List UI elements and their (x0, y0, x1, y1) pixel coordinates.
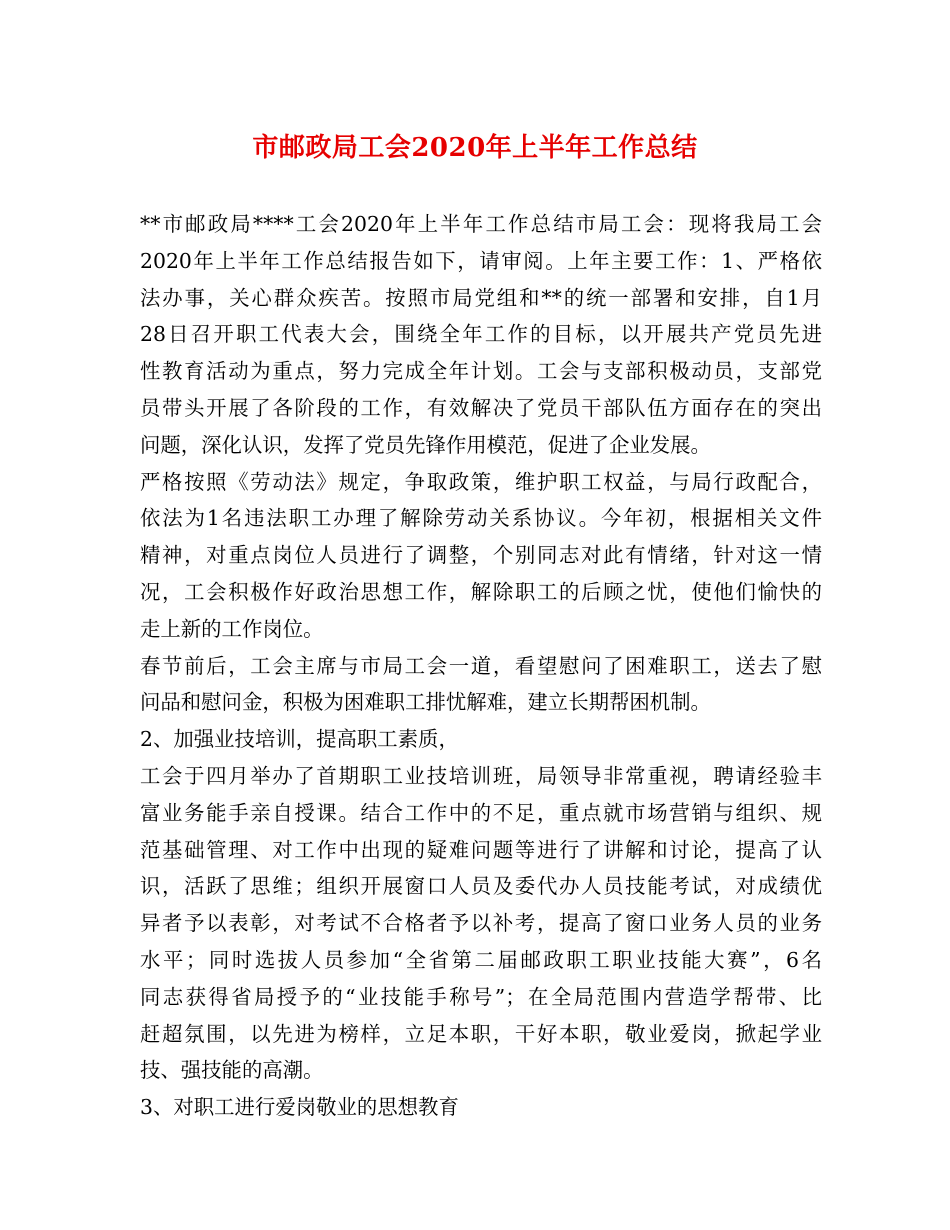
body-line: 水平；同时选拔人员参加“全省第二届邮政职工职业技能大赛”，6名 (140, 947, 822, 972)
body-line: 依法为1名违法职工办理了解除劳动关系协议。今年初，根据相关文件 (140, 506, 822, 531)
document-title: 市邮政局工会2020年上半年工作总结 (252, 133, 698, 163)
body-line: 春节前后，工会主席与市局工会一道，看望慰问了困难职工，送去了慰 (140, 653, 822, 678)
body-line: 识，活跃了思维；组织开展窗口人员及委代办人员技能考试，对成绩优 (140, 874, 822, 899)
body-line: 富业务能手亲自授课。结合工作中的不足，重点就市场营销与组织、规 (140, 800, 822, 825)
body-line: 赶超氛围，以先进为榜样，立足本职，干好本职，敬业爱岗，掀起学业 (140, 1021, 822, 1046)
body-line: 2、加强业技培训，提高职工素质， (140, 727, 459, 752)
body-line: 严格按照《劳动法》规定，争取政策，维护职工权益，与局行政配合， (140, 469, 822, 494)
body-line: 法办事，关心群众疾苦。按照市局党组和**的统一部署和安排，自1月 (140, 285, 822, 310)
body-line: 范基础管理、对工作中出现的疑难问题等进行了讲解和讨论，提高了认 (140, 837, 822, 862)
body-line: 3、对职工进行爱岗敬业的思想教育 (140, 1095, 459, 1120)
body-line: 问品和慰问金，积极为困难职工排忧解难，建立长期帮困机制。 (140, 690, 711, 715)
body-line: 28日召开职工代表大会，围绕全年工作的目标，以开展共产党员先进 (140, 322, 822, 347)
body-line: **市邮政局****工会2020年上半年工作总结市局工会：现将我局工会 (140, 212, 822, 236)
document-body (140, 206, 822, 1126)
body-line: 异者予以表彰，对考试不合格者予以补考，提高了窗口业务人员的业务 (140, 911, 822, 936)
body-line: 问题，深化认识，发挥了党员先锋作用模范，促进了企业发展。 (140, 432, 711, 457)
body-line: 2020年上半年工作总结报告如下，请审阅。上年主要工作：1、严格依 (140, 248, 822, 273)
body-line: 性教育活动为重点，努力完成全年计划。工会与支部积极动员，支部党 (140, 359, 822, 384)
body-line: 工会于四月举办了首期职工业技培训班，局领导非常重视，聘请经验丰 (140, 763, 822, 788)
body-line: 同志获得省局授予的“业技能手称号”；在全局范围内营造学帮带、比 (140, 984, 822, 1009)
body-line: 员带头开展了各阶段的工作，有效解决了党员干部队伍方面存在的突出 (140, 395, 822, 420)
body-line: 精神，对重点岗位人员进行了调整，个别同志对此有情绪，针对这一情 (140, 543, 822, 568)
body-line: 走上新的工作岗位。 (140, 616, 324, 641)
body-line: 技、强技能的高潮。 (140, 1058, 324, 1083)
body-line: 况，工会积极作好政治思想工作，解除职工的后顾之忧，使他们愉快的 (140, 579, 822, 604)
